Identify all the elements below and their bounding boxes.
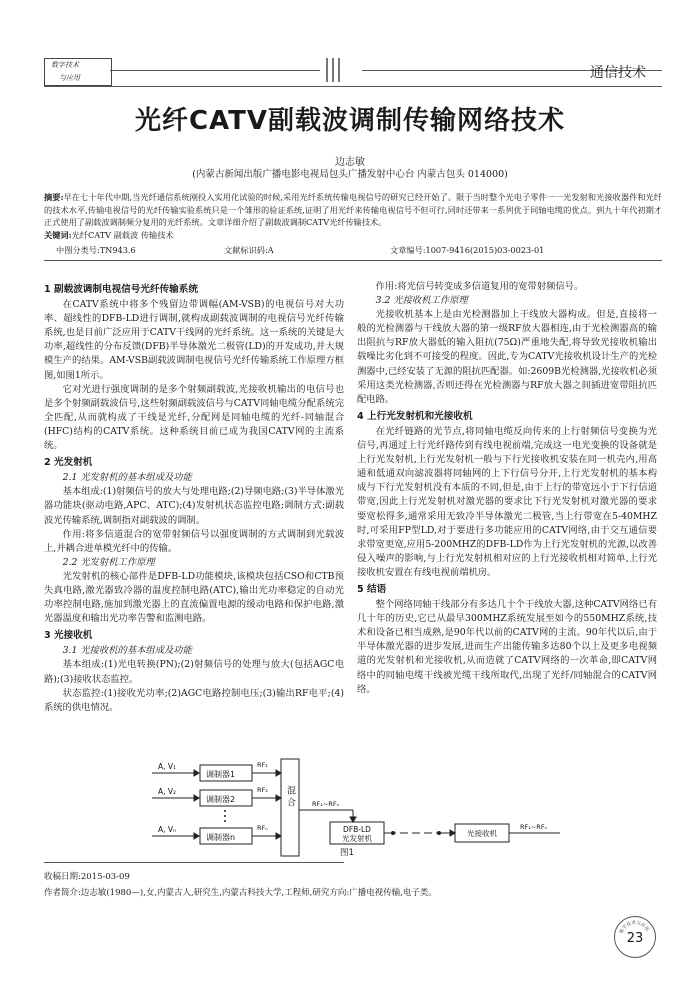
section-heading: 3 光接收机 [44,630,93,642]
keywords-label: 关键词: [44,229,72,240]
input-label-2: A, V₂ [158,787,177,796]
received-date: 收稿日期:2015-03-09 [44,872,130,882]
header-rule-left [110,70,320,71]
abstract [44,191,662,241]
logo-line2: 与应用 [59,74,80,82]
mixer-box [281,759,299,856]
abstract-rule [44,260,662,261]
left-column [44,280,344,715]
paragraph: 在光纤链路的光节点,将同轴电缆反向传来的上行射频信号变换为光信号,再通过上行光纤路传到有线电视前端,完成这一电光变换的设备就是上行光发射机,上行光发射机一般与下行光接收机安装在同一机壳内,用高通和低通双向滤波器将同轴网的上下行信号分开,上行光发射机的基本构成与下行光发射机没有本质的不同,但是,由于上行的带宽远小于下行信道带宽,因此上行光发射机对激光器的要求比下行光发射机对激光器的要求要宽松得多,通常采用无致冷半导体激光二极管,当上行带宽在5-40MHZ时,可采用FP型LD,对于要进行多功能应用的CATV网络,由于交互通信要求带宽更宽,应用5-200MHZ的DFB-LD作为上行光发射机的光源,以改善侵入噪声的影响,与上行光发射机相对应的上行光接收机相对简单,上行光接收机安置在有线电视前端机房。 [357,425,657,578]
author: 边志敏 [335,157,365,168]
subsection-heading: 2.2 光发射机工作原理 [62,556,155,568]
mixer-label: 混 合 [285,785,295,807]
page-seal [614,916,656,958]
input-label-n: A, Vₙ [158,825,177,834]
abstract-label: 摘要: [44,192,64,202]
article-title: 光纤CATV副载波调制传输网络技术 [134,106,566,136]
rf-sum-label: RF₁~RFₙ [312,800,340,808]
paragraph: 作用:将多信道混合的宽带射频信号以强度调制的方式调制到光载波上,并耦合进单模光纤中的传输。 [44,528,344,554]
figure-caption: 图1 [340,848,354,858]
subsection-heading: 3.2 光接收机工作原理 [375,295,468,307]
paragraph: 在CATV系统中将多个残留边带调幅(AM-VSB)的电视信号对大功率、超线性的DFB-LD进行调制,就构成副载波调制的电视信号光纤传输系统,也是目前广泛应用于CATV干线网的光纤系统。这一系统的关键是大功率,超线性的分布反馈(DFB)半导体激光二极管(LD)的开发成功,并大规模生产的结果。AM-VSB副载波调制电视信号光纤传输系统工作原理方框图,如图1所示。 [44,299,344,381]
laser-label-1: DFB-LD [343,825,371,834]
clc-number: 中图分类号:TN943.6 [56,245,136,255]
affiliation: (内蒙古新闻出版广播电影电视局包头广播发射中心台 内蒙古包头 014000) [192,169,508,180]
rf-label-n: RFₙ [257,824,268,832]
author-bio: 作者简介:边志敏(1980—),女,内蒙古人,研究生,内蒙古科技大学,工程师,研究方向:广播电视传输,电子类。 [44,888,437,898]
journal-logo [44,58,112,86]
section-heading: 1 副载波调制电视信号光纤传输系统 [44,284,198,295]
modulator-2: 调制器2 [206,795,236,804]
right-column [357,280,657,697]
logo-line1: 数字技术 [51,61,79,69]
modulator-n: 调制器n [206,833,236,842]
laser-label-2: 光发射机 [342,834,372,843]
section-heading: 4 上行光发射机和光接收机 [357,410,473,422]
paragraph: 光接收机基本上是由光检测器加上干线放大器构成。但是,直接将一般的光检测器与干线放大器的第一级RF放大器相连,由于光检测器高的输出阻抗与RF放大器低的输入阻抗(75Ω)严重地失配,将导致光接收机输出载噪比劣化到不可接受的程度。因此,专为CATV光接收机设计生产的光检测器中,已经安装了无源的阻抗匹配器。如:2609B光检测器,光接收机必须采用这类光检测器,否则还得在光检测器与RF放大器之间插进宽带阻抗匹配电路。 [357,309,657,405]
subsection-heading: 2.1 光发射机的基本组成及功能 [62,472,192,484]
article-number: 文章编号:1007-9416(2015)03-0023-01 [390,245,545,255]
keywords: 光纤CATV 副载波 传输技术 [71,229,174,240]
figure-1 [140,756,670,861]
input-label-1: A, V₁ [158,762,177,771]
subsection-heading: 3.1 光接收机的基本组成及功能 [62,645,192,657]
rf-label-2: RF₂ [257,786,268,794]
paragraph: 状态监控:(1)接收光功率;(2)AGC电路控制电压;(3)输出RF电平;(4)系统的供电情况。 [44,687,344,713]
footnote-rule [44,862,344,863]
paragraph: 作用:将光信号转变成多信道复用的宽带射频信号。 [375,281,584,292]
abstract-text: 早在七十年代中期,当光纤通信系统刚投入实用化试验的时候,采用光纤系统传输电视信号的研究已经开始了。限于当时整个光电子零件一一光发射和光接收器件和光纤的技术水平,传输电视信号的光纤传输实验系统只是一个雏形的验证系统,证明了用光纤来传输电视信号不但可行,同时还带来一系列优于同轴电缆的优点。到九十年代初期才正式使用了副载波调制频分复用的光纤系统。文章详细介绍了副载波调制CATV光纤传输技术。 [44,192,662,228]
header-bars [326,58,344,86]
paragraph: 基本组成:(1)光电转换(PN);(2)射频信号的处理与放大(包括AGC电路);(3)接收状态监控。 [44,659,344,685]
rf-out-label: RF₁~RFₙ [520,823,548,831]
seal-text: 数字技术与应用 [619,920,650,935]
paragraph: 基本组成:(1)射频信号的放大与处理电路;(2)导频电路;(3)半导体激光器功能块(驱动电路,APC、ATC);(4)发射机状态监控电路;调制方式:副载波光传输系统,调制指对副载波的调制。 [44,486,344,526]
header-bottom-rule [44,86,662,87]
paragraph: 光发射机的核心部件是DFB-LD功能模块,该模块包括CSO和CTB预失真电路,激光器致冷器的温度控制电路(ATC),输出光功率稳定的自动光功率控制电路,施加到激光器上的直流偏置电源的缓动电路和保护电路,激光器温度和输出光功率告警和监测电路。 [44,570,344,625]
paragraph: 整个网络同轴干线部分有多达几十个干线放大器,这种CATV网络已有几十年的历史,它已从最早300MHZ系统发展至如今的550MHZ系统,技术和设备已相当成熟,是90年代以前的CATV网的主流。90年代以后,由于半导体激光器的进步发展,进而生产出能传输多达80个以上及更多电视频道的光发射机和光接收机,从而造就了CATV网络的一次革命,即CATV网络中的同轴电缆干线被光缆干线所取代,出现了光纤/同轴混合的CATV网络。 [357,599,657,695]
section-heading: 5 结语 [357,583,387,595]
modulator-1: 调制器1 [206,770,236,779]
receiver-label: 光接收机 [467,829,497,838]
paragraph: 它对光进行强度调制的是多个射频副载波,光接收机输出的电信号也是多个射频副载波信号,这些射频副载波信号与CATV同轴电缆分配系统完全匹配,从而就构成了干线是光纤,分配网是同轴电缆的光纤-同轴混合(HFC)结构的CATV系统。这种系统目前已成为我国CATV网的主流系统。 [44,383,344,452]
rf-label-1: RF₁ [257,761,268,769]
section-heading: 2 光发射机 [44,457,93,469]
doc-code: 文献标识码:A [224,245,274,255]
section-label: 通信技术 [590,65,646,81]
page-number: 23 [626,931,644,946]
